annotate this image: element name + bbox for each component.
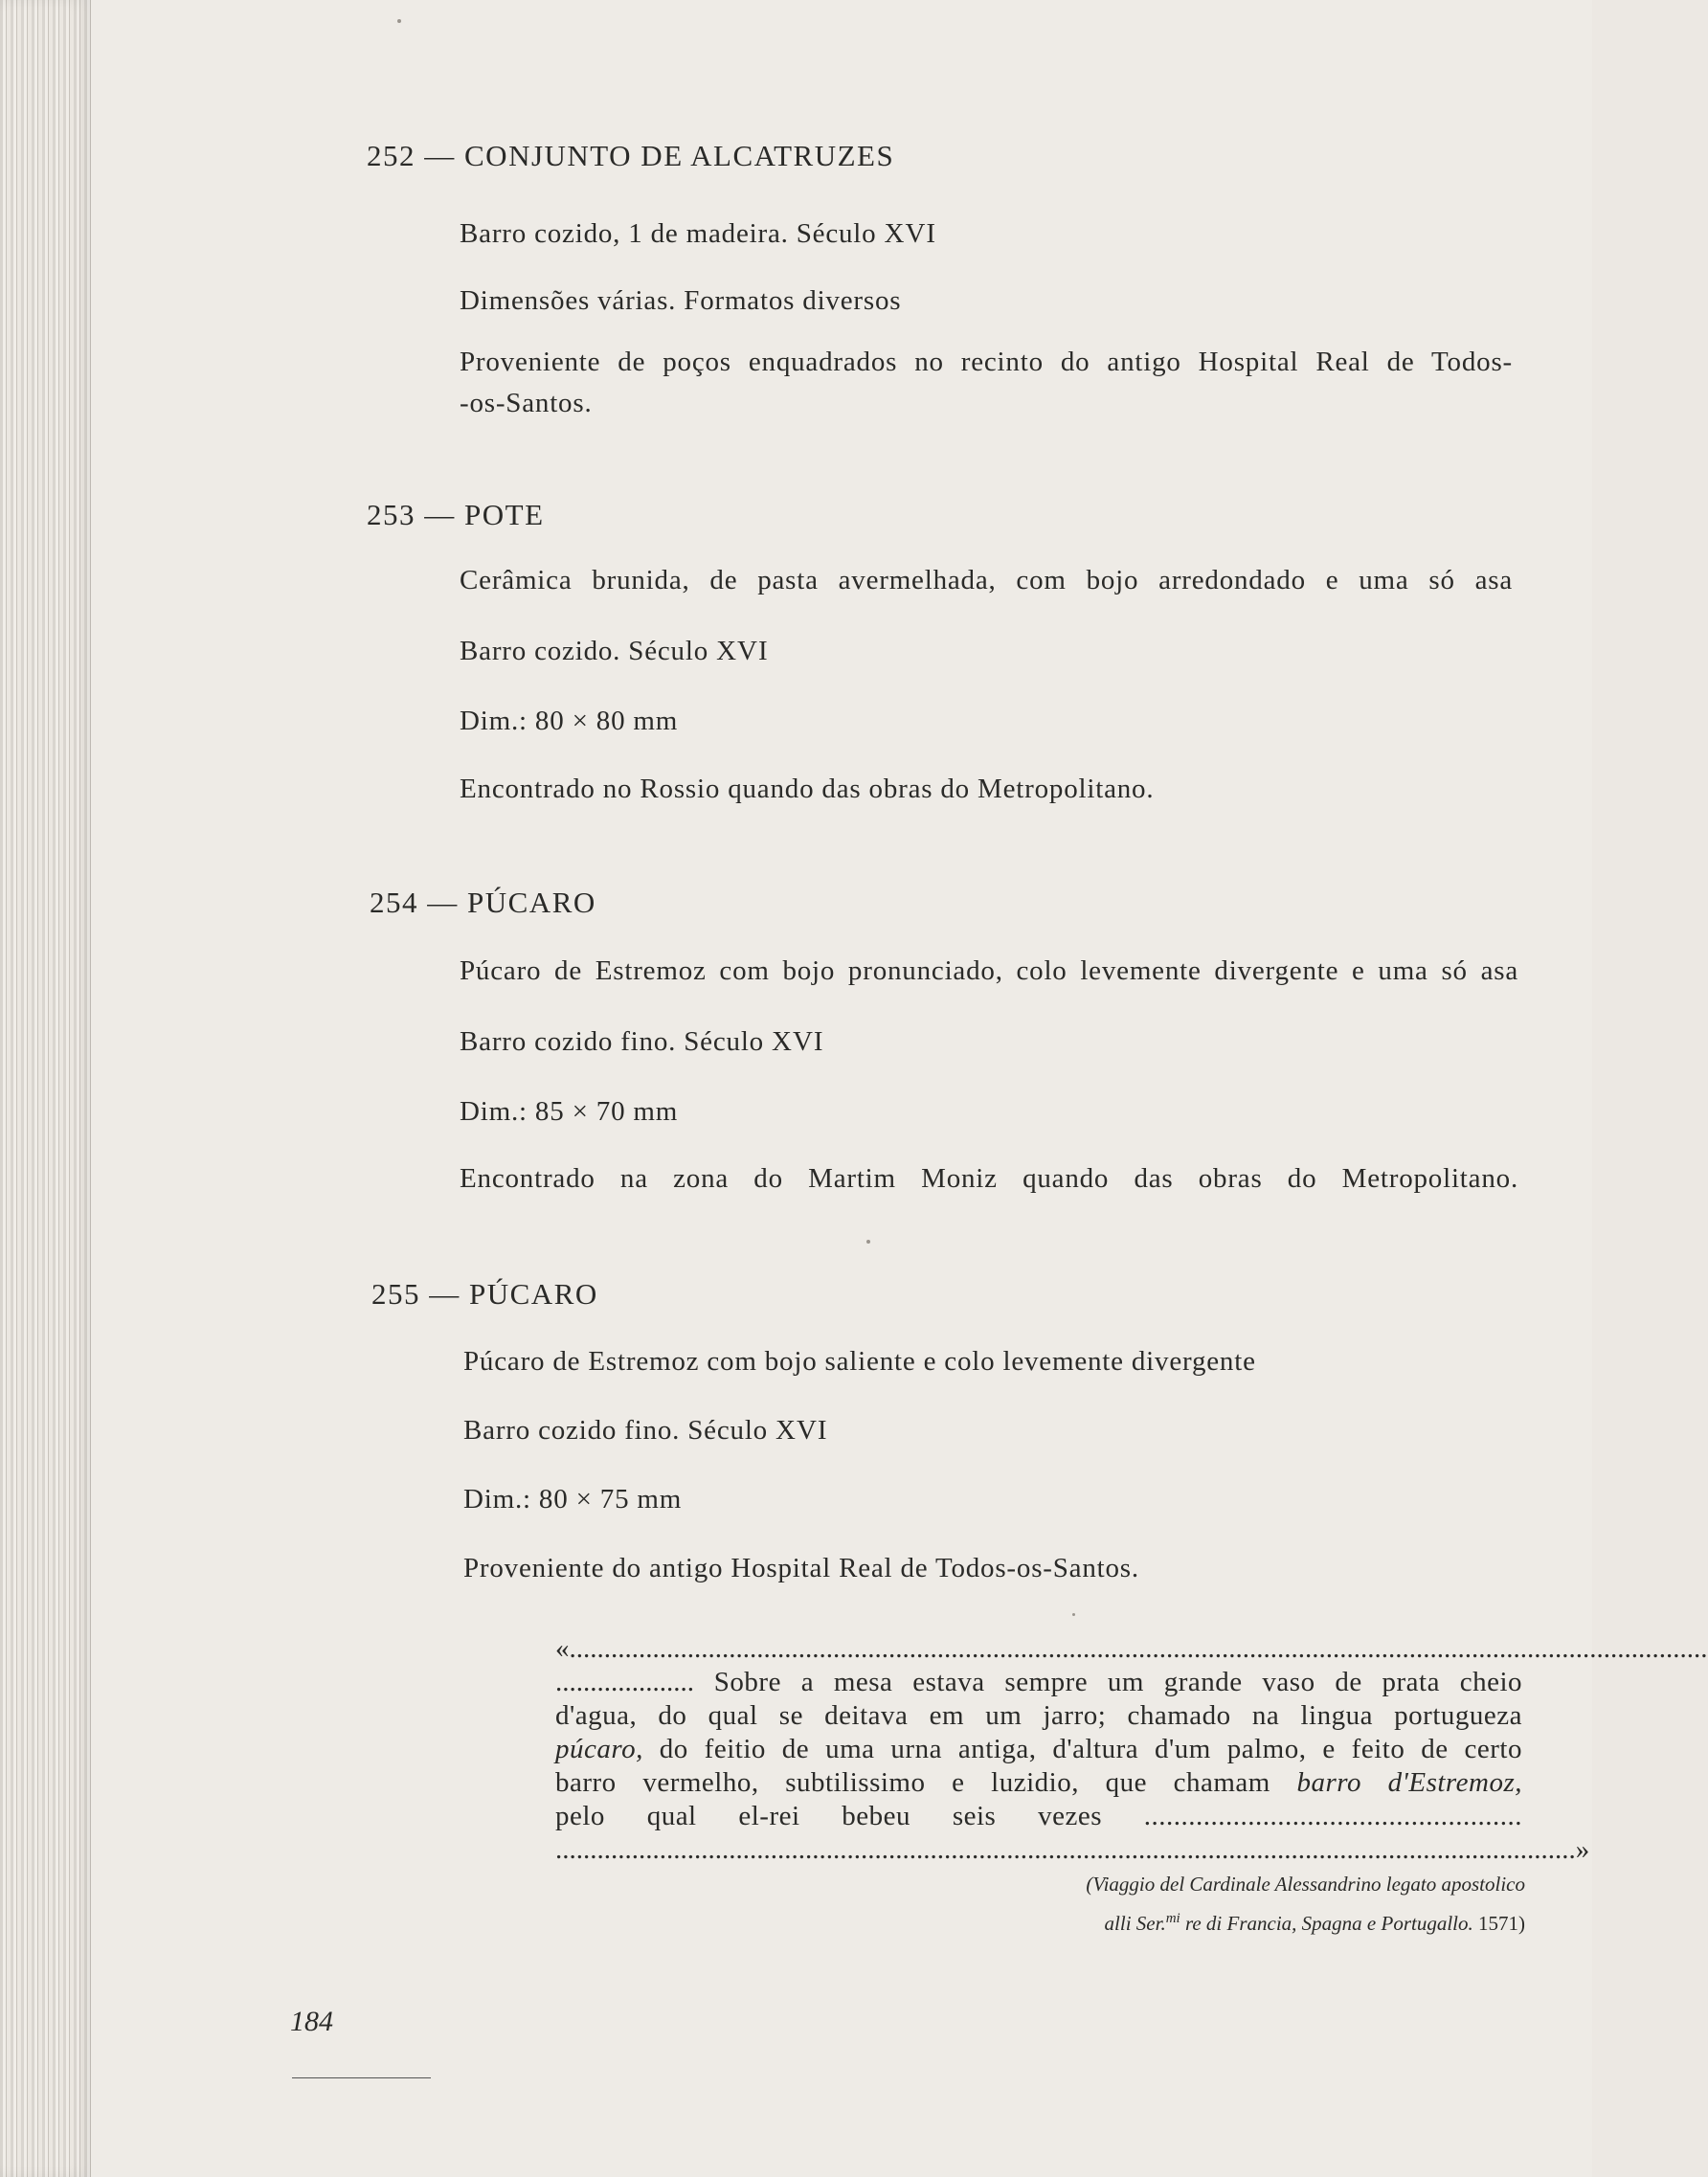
entry-252-title: 252 — CONJUNTO DE ALCATRUZES: [367, 139, 895, 172]
quote-close-line: ...................................................................................................................................................»: [555, 1834, 1590, 1865]
entry-253-description: Cerâmica brunida, de pasta avermelhada, com bojo arredondado e uma só asa: [460, 565, 1513, 595]
quote-line-5: pelo qual el-rei bebeu seis vezes ...................................................: [555, 1801, 1522, 1831]
entry-253-material: Barro cozido. Século XVI: [460, 636, 769, 666]
entry-253-title: 253 — POTE: [367, 498, 545, 531]
paper-speck: [1072, 1613, 1075, 1616]
entry-252-dimensions: Dimensões várias. Formatos diversos: [460, 285, 902, 316]
footer-rule: [292, 2077, 431, 2078]
quotation-block: [555, 1632, 1708, 1867]
page-number: 184: [290, 2006, 333, 2037]
entry-252-material: Barro cozido, 1 de madeira. Século XVI: [460, 218, 937, 249]
book-page-edges: [0, 0, 91, 2177]
paper-speck: [397, 19, 401, 23]
citation-line-1-text: (Viaggio del Cardinale Alessandrino legato apostolico: [1086, 1873, 1525, 1896]
entry-254-description: Púcaro de Estremoz com bojo pronunciado, colo levemente divergente e uma só asa: [460, 955, 1518, 986]
entry-255-description: Púcaro de Estremoz com bojo saliente e colo levemente divergente: [463, 1346, 1256, 1377]
quote-line-4: barro vermelho, subtilissimo e luzidio, que chamam barro d'Estremoz,: [555, 1767, 1522, 1798]
entry-255-provenance: Proveniente do antigo Hospital Real de Todos-os-Santos.: [463, 1553, 1139, 1583]
entry-254-dimensions: Dim.: 85 × 70 mm: [460, 1096, 679, 1127]
quote-line-2: d'agua, do qual se deitava em um jarro; chamado na lingua portugueza: [555, 1700, 1522, 1731]
entry-252-provenance-cont: -os-Santos.: [460, 388, 593, 418]
entry-255-title: 255 — PÚCARO: [371, 1277, 598, 1311]
entry-254-material: Barro cozido fino. Século XVI: [460, 1026, 824, 1057]
quote-open-line: «....................................................................................................................................................................: [555, 1633, 1708, 1664]
citation-line-2-text: alli Ser.$^{mi}$ re di Francia, Spagna e Portugallo. 1571): [1104, 1911, 1525, 1935]
entry-254-title: 254 — PÚCARO: [370, 886, 596, 919]
citation-correct: [984, 1867, 1525, 1941]
entry-252-provenance: Proveniente de poços enquadrados no recinto do antigo Hospital Real de Todos-: [460, 347, 1513, 377]
entry-254-provenance: Encontrado na zona do Martim Moniz quando das obras do Metropolitano.: [460, 1163, 1518, 1194]
quote-line-3: púcaro, do feitio de uma urna antiga, d'altura d'um palmo, e feito de certo: [555, 1734, 1522, 1764]
entry-253-provenance: Encontrado no Rossio quando das obras do Metropolitano.: [460, 774, 1155, 804]
quote-line-1: .................... Sobre a mesa estava sempre um grande vaso de prata cheio: [555, 1667, 1523, 1697]
entry-255-material: Barro cozido fino. Século XVI: [463, 1415, 828, 1446]
entry-253-dimensions: Dim.: 80 × 80 mm: [460, 706, 679, 736]
entry-255-dimensions: Dim.: 80 × 75 mm: [463, 1484, 683, 1515]
paper-speck: [866, 1240, 870, 1244]
